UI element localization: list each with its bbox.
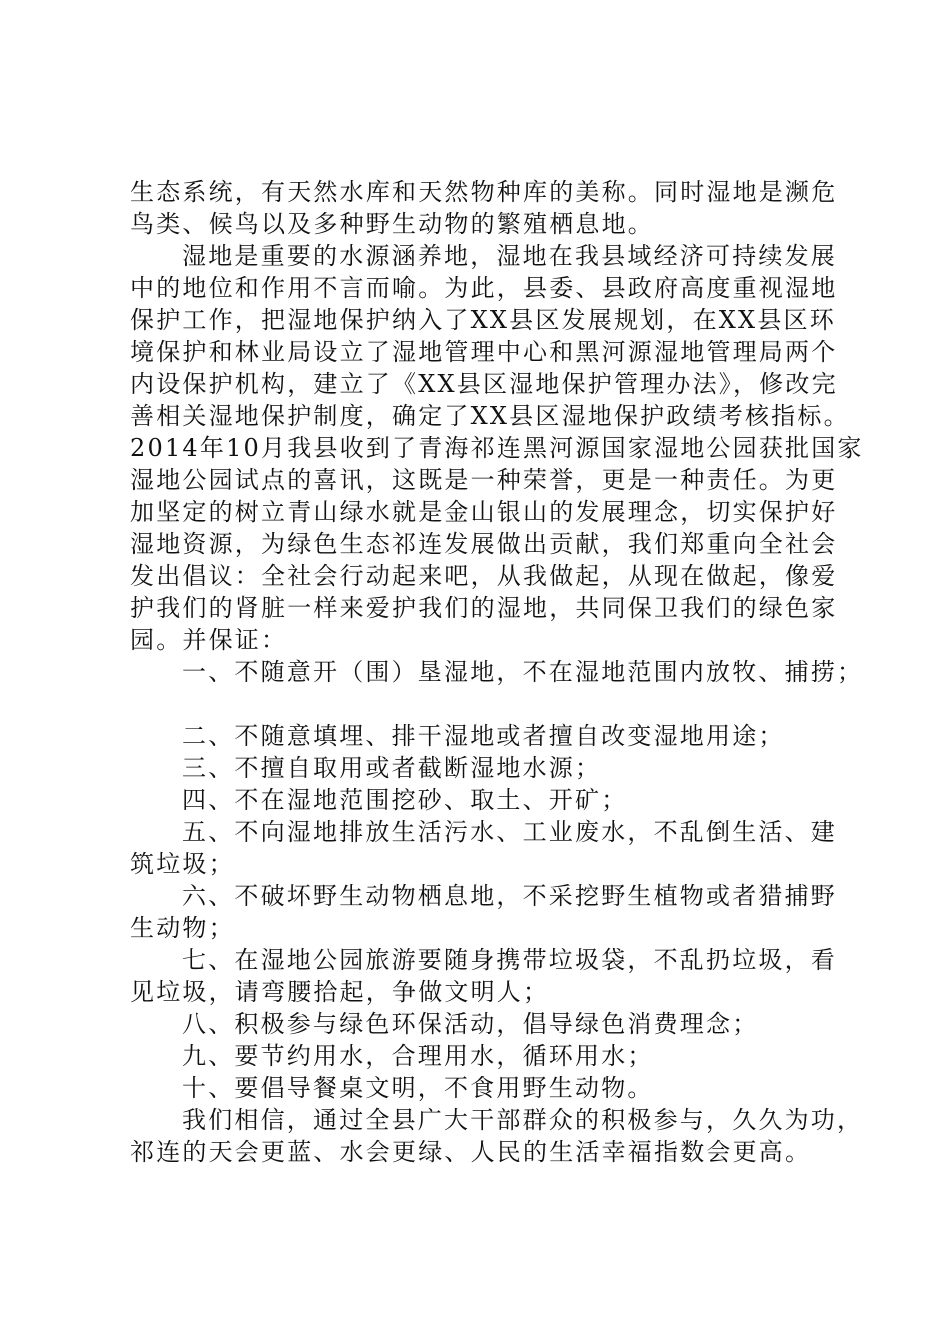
paragraph-start-line: 湿地是重要的水源涵养地，湿地在我县域经济可持续发展 bbox=[182, 242, 837, 270]
pledge-item-2: 二、不随意填埋、排干湿地或者擅自改变湿地用途； bbox=[182, 722, 785, 750]
pledge-item-9: 九、要节约用水，合理用水，循环用水； bbox=[182, 1042, 654, 1070]
pledge-item-1: 一、不随意开（围）垦湿地，不在湿地范围内放牧、捕捞； bbox=[182, 658, 864, 686]
text-line: 善相关湿地保护制度，确定了XX县区湿地保护政绩考核指标。 bbox=[130, 402, 850, 430]
pledge-item-5: 五、不向湿地排放生活污水、工业废水，不乱倒生活、建 bbox=[182, 818, 837, 846]
text-line: 保护工作，把湿地保护纳入了XX县区发展规划，在XX县区环 bbox=[130, 306, 836, 334]
text-line: 中的地位和作用不言而喻。为此，县委、县政府高度重视湿地 bbox=[130, 274, 838, 302]
closing-paragraph-start-line: 我们相信，通过全县广大干部群众的积极参与，久久为功， bbox=[182, 1106, 864, 1134]
text-line: 护我们的肾脏一样来爱护我们的湿地，共同保卫我们的绿色家 bbox=[130, 594, 838, 622]
pledge-item-10: 十、要倡导餐桌文明，不食用野生动物。 bbox=[182, 1074, 654, 1102]
pledge-item-7: 七、在湿地公园旅游要随身携带垃圾袋，不乱扔垃圾，看 bbox=[182, 946, 837, 974]
text-line: 鸟类、候鸟以及多种野生动物的繁殖栖息地。 bbox=[130, 210, 654, 238]
pledge-item-5-continued: 筑垃圾； bbox=[130, 850, 235, 878]
text-line: 内设保护机构，建立了《XX县区湿地保护管理办法》，修改完 bbox=[130, 370, 838, 398]
pledge-item-4: 四、不在湿地范围挖砂、取土、开矿； bbox=[182, 786, 628, 814]
text-line: 加坚定的树立青山绿水就是金山银山的发展理念，切实保护好 bbox=[130, 498, 838, 526]
pledge-item-3: 三、不擅自取用或者截断湿地水源； bbox=[182, 754, 602, 782]
closing-paragraph-line: 祁连的天会更蓝、水会更绿、人民的生活幸福指数会更高。 bbox=[130, 1138, 812, 1166]
text-line: 生态系统，有天然水库和天然物种库的美称。同时湿地是濒危 bbox=[130, 178, 838, 206]
pledge-item-6-continued: 生动物； bbox=[130, 914, 235, 942]
text-line: 湿地资源，为绿色生态祁连发展做出贡献，我们郑重向全社会 bbox=[130, 530, 838, 558]
text-line: 发出倡议：全社会行动起来吧，从我做起，从现在做起，像爱 bbox=[130, 562, 838, 590]
text-line: 园。并保证： bbox=[130, 626, 288, 654]
pledge-item-6: 六、不破坏野生动物栖息地，不采挖野生植物或者猎捕野 bbox=[182, 882, 837, 910]
text-line: 湿地公园试点的喜讯，这既是一种荣誉，更是一种责任。为更 bbox=[130, 466, 838, 494]
pledge-item-8: 八、积极参与绿色环保活动，倡导绿色消费理念； bbox=[182, 1010, 759, 1038]
pledge-item-7-continued: 见垃圾，请弯腰拾起，争做文明人； bbox=[130, 978, 550, 1006]
text-line: 2014年10月我县收到了青海祁连黑河源国家湿地公园获批国家 bbox=[130, 434, 864, 462]
text-line: 境保护和林业局设立了湿地管理中心和黑河源湿地管理局两个 bbox=[130, 338, 838, 366]
